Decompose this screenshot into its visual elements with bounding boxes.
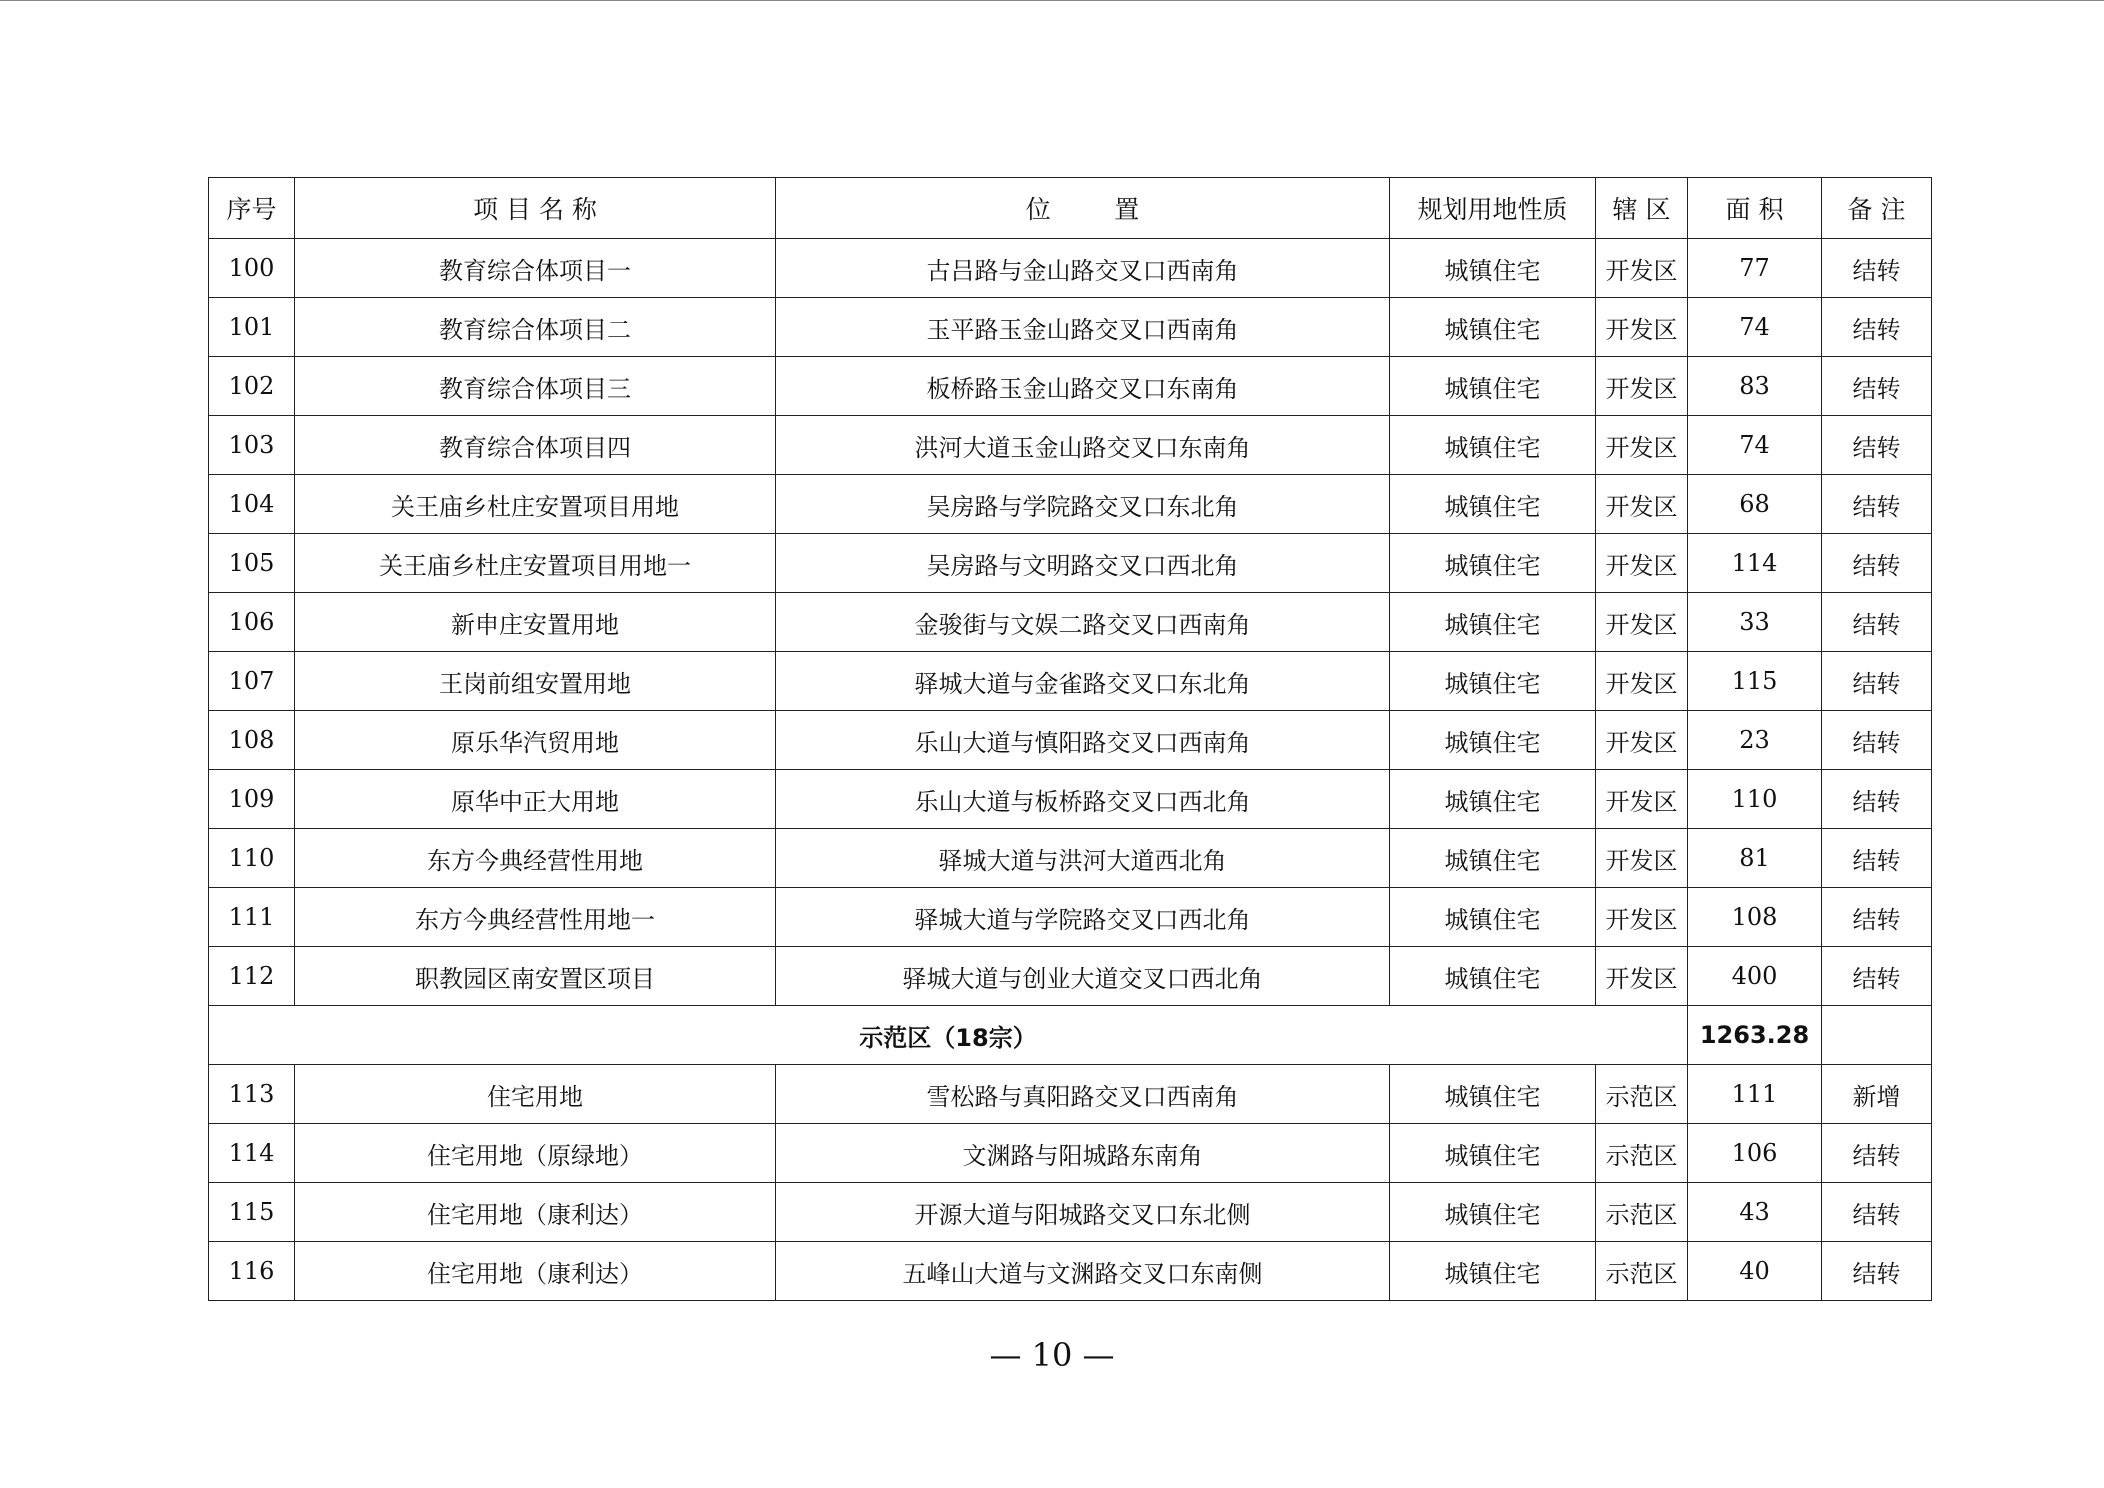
cell-remark: 结转 xyxy=(1822,475,1932,534)
cell-no: 103 xyxy=(209,416,295,475)
cell-remark: 结转 xyxy=(1822,888,1932,947)
cell-project-name: 东方今典经营性用地 xyxy=(295,829,776,888)
section-row xyxy=(209,1006,1932,1065)
cell-district: 示范区 xyxy=(1596,1124,1688,1183)
cell-land-use: 城镇住宅 xyxy=(1390,770,1596,829)
cell-location: 金骏街与文娱二路交叉口西南角 xyxy=(776,593,1390,652)
cell-no: 110 xyxy=(209,829,295,888)
cell-remark: 结转 xyxy=(1822,829,1932,888)
cell-location: 乐山大道与慎阳路交叉口西南角 xyxy=(776,711,1390,770)
cell-project-name: 住宅用地（原绿地） xyxy=(295,1124,776,1183)
cell-no: 113 xyxy=(209,1065,295,1124)
cell-project-name: 东方今典经营性用地一 xyxy=(295,888,776,947)
cell-area: 400 xyxy=(1688,947,1822,1006)
cell-land-use: 城镇住宅 xyxy=(1390,239,1596,298)
cell-project-name: 住宅用地（康利达） xyxy=(295,1183,776,1242)
cell-project-name: 教育综合体项目一 xyxy=(295,239,776,298)
cell-district: 开发区 xyxy=(1596,239,1688,298)
cell-district: 示范区 xyxy=(1596,1242,1688,1301)
cell-remark: 结转 xyxy=(1822,711,1932,770)
cell-no: 116 xyxy=(209,1242,295,1301)
table-row xyxy=(209,416,1932,475)
cell-district: 开发区 xyxy=(1596,593,1688,652)
cell-district: 开发区 xyxy=(1596,829,1688,888)
cell-remark: 结转 xyxy=(1822,1242,1932,1301)
cell-no: 104 xyxy=(209,475,295,534)
cell-district: 开发区 xyxy=(1596,534,1688,593)
cell-district: 开发区 xyxy=(1596,416,1688,475)
cell-area: 33 xyxy=(1688,593,1822,652)
cell-area: 68 xyxy=(1688,475,1822,534)
table-row xyxy=(209,357,1932,416)
table-row xyxy=(209,1124,1932,1183)
table-row xyxy=(209,593,1932,652)
cell-project-name: 教育综合体项目三 xyxy=(295,357,776,416)
cell-remark: 结转 xyxy=(1822,593,1932,652)
cell-area: 43 xyxy=(1688,1183,1822,1242)
cell-location: 洪河大道玉金山路交叉口东南角 xyxy=(776,416,1390,475)
cell-land-use: 城镇住宅 xyxy=(1390,1065,1596,1124)
cell-remark: 结转 xyxy=(1822,947,1932,1006)
cell-location: 开源大道与阳城路交叉口东北侧 xyxy=(776,1183,1390,1242)
cell-area: 77 xyxy=(1688,239,1822,298)
header-remark: 备 注 xyxy=(1822,178,1932,239)
cell-no: 105 xyxy=(209,534,295,593)
header-row xyxy=(209,178,1932,239)
table-row xyxy=(209,475,1932,534)
cell-no: 109 xyxy=(209,770,295,829)
cell-no: 100 xyxy=(209,239,295,298)
cell-land-use: 城镇住宅 xyxy=(1390,475,1596,534)
cell-remark: 结转 xyxy=(1822,770,1932,829)
cell-no: 112 xyxy=(209,947,295,1006)
cell-area: 40 xyxy=(1688,1242,1822,1301)
cell-land-use: 城镇住宅 xyxy=(1390,357,1596,416)
cell-district: 开发区 xyxy=(1596,357,1688,416)
cell-project-name: 住宅用地（康利达） xyxy=(295,1242,776,1301)
cell-land-use: 城镇住宅 xyxy=(1390,1242,1596,1301)
cell-remark: 结转 xyxy=(1822,652,1932,711)
cell-area: 83 xyxy=(1688,357,1822,416)
section-label: 示范区（18宗） xyxy=(209,1006,1688,1065)
cell-land-use: 城镇住宅 xyxy=(1390,947,1596,1006)
cell-project-name: 关王庙乡杜庄安置项目用地一 xyxy=(295,534,776,593)
cell-location: 玉平路玉金山路交叉口西南角 xyxy=(776,298,1390,357)
table-row xyxy=(209,534,1932,593)
header-area: 面 积 xyxy=(1688,178,1822,239)
table-body-kaifaqu xyxy=(209,239,1932,1006)
table-header xyxy=(209,178,1932,239)
cell-location: 驿城大道与金雀路交叉口东北角 xyxy=(776,652,1390,711)
cell-district: 开发区 xyxy=(1596,711,1688,770)
cell-land-use: 城镇住宅 xyxy=(1390,1124,1596,1183)
cell-district: 开发区 xyxy=(1596,770,1688,829)
cell-district: 示范区 xyxy=(1596,1183,1688,1242)
cell-location: 驿城大道与洪河大道西北角 xyxy=(776,829,1390,888)
table-row xyxy=(209,947,1932,1006)
cell-project-name: 职教园区南安置区项目 xyxy=(295,947,776,1006)
page-top-border xyxy=(0,0,2104,1)
table-body-shifanqu xyxy=(209,1065,1932,1301)
cell-location: 吴房路与学院路交叉口东北角 xyxy=(776,475,1390,534)
cell-remark: 结转 xyxy=(1822,357,1932,416)
cell-project-name: 王岗前组安置用地 xyxy=(295,652,776,711)
cell-area: 114 xyxy=(1688,534,1822,593)
cell-area: 111 xyxy=(1688,1065,1822,1124)
cell-land-use: 城镇住宅 xyxy=(1390,534,1596,593)
cell-no: 114 xyxy=(209,1124,295,1183)
header-location: 位 置 xyxy=(776,178,1390,239)
table-row xyxy=(209,711,1932,770)
cell-no: 106 xyxy=(209,593,295,652)
cell-no: 102 xyxy=(209,357,295,416)
cell-location: 驿城大道与学院路交叉口西北角 xyxy=(776,888,1390,947)
cell-land-use: 城镇住宅 xyxy=(1390,593,1596,652)
cell-land-use: 城镇住宅 xyxy=(1390,829,1596,888)
cell-no: 101 xyxy=(209,298,295,357)
cell-remark: 结转 xyxy=(1822,239,1932,298)
cell-no: 108 xyxy=(209,711,295,770)
table-row xyxy=(209,770,1932,829)
cell-district: 开发区 xyxy=(1596,652,1688,711)
header-district: 辖 区 xyxy=(1596,178,1688,239)
cell-remark: 结转 xyxy=(1822,1183,1932,1242)
header-no: 序号 xyxy=(209,178,295,239)
cell-area: 110 xyxy=(1688,770,1822,829)
cell-district: 开发区 xyxy=(1596,475,1688,534)
cell-project-name: 教育综合体项目二 xyxy=(295,298,776,357)
table-row xyxy=(209,1065,1932,1124)
cell-area: 74 xyxy=(1688,416,1822,475)
cell-land-use: 城镇住宅 xyxy=(1390,888,1596,947)
cell-area: 115 xyxy=(1688,652,1822,711)
cell-remark: 新增 xyxy=(1822,1065,1932,1124)
cell-location: 五峰山大道与文渊路交叉口东南侧 xyxy=(776,1242,1390,1301)
cell-district: 开发区 xyxy=(1596,298,1688,357)
cell-area: 106 xyxy=(1688,1124,1822,1183)
cell-project-name: 关王庙乡杜庄安置项目用地 xyxy=(295,475,776,534)
cell-remark: 结转 xyxy=(1822,298,1932,357)
cell-location: 板桥路玉金山路交叉口东南角 xyxy=(776,357,1390,416)
cell-remark: 结转 xyxy=(1822,1124,1932,1183)
cell-location: 吴房路与文明路交叉口西北角 xyxy=(776,534,1390,593)
cell-land-use: 城镇住宅 xyxy=(1390,298,1596,357)
cell-project-name: 原华中正大用地 xyxy=(295,770,776,829)
table-row xyxy=(209,1183,1932,1242)
land-plan-table xyxy=(208,177,1932,1301)
cell-district: 示范区 xyxy=(1596,1065,1688,1124)
cell-district: 开发区 xyxy=(1596,947,1688,1006)
header-project-name: 项 目 名 称 xyxy=(295,178,776,239)
cell-land-use: 城镇住宅 xyxy=(1390,652,1596,711)
table-row xyxy=(209,829,1932,888)
cell-no: 107 xyxy=(209,652,295,711)
cell-district: 开发区 xyxy=(1596,888,1688,947)
cell-remark: 结转 xyxy=(1822,416,1932,475)
cell-project-name: 原乐华汽贸用地 xyxy=(295,711,776,770)
cell-land-use: 城镇住宅 xyxy=(1390,711,1596,770)
cell-location: 古吕路与金山路交叉口西南角 xyxy=(776,239,1390,298)
cell-project-name: 住宅用地 xyxy=(295,1065,776,1124)
table-row xyxy=(209,888,1932,947)
cell-no: 111 xyxy=(209,888,295,947)
cell-location: 雪松路与真阳路交叉口西南角 xyxy=(776,1065,1390,1124)
cell-no: 115 xyxy=(209,1183,295,1242)
table-row xyxy=(209,1242,1932,1301)
cell-location: 文渊路与阳城路东南角 xyxy=(776,1124,1390,1183)
section-row-group xyxy=(209,1006,1932,1065)
header-land-use: 规划用地性质 xyxy=(1390,178,1596,239)
cell-area: 74 xyxy=(1688,298,1822,357)
cell-location: 乐山大道与板桥路交叉口西北角 xyxy=(776,770,1390,829)
section-area-total: 1263.28 xyxy=(1688,1006,1822,1065)
table-row xyxy=(209,652,1932,711)
table-row xyxy=(209,239,1932,298)
cell-area: 108 xyxy=(1688,888,1822,947)
section-remark xyxy=(1822,1006,1932,1065)
cell-area: 23 xyxy=(1688,711,1822,770)
cell-project-name: 教育综合体项目四 xyxy=(295,416,776,475)
page-number: — 10 — xyxy=(989,1336,1115,1374)
cell-project-name: 新申庄安置用地 xyxy=(295,593,776,652)
cell-location: 驿城大道与创业大道交叉口西北角 xyxy=(776,947,1390,1006)
cell-land-use: 城镇住宅 xyxy=(1390,1183,1596,1242)
cell-land-use: 城镇住宅 xyxy=(1390,416,1596,475)
cell-remark: 结转 xyxy=(1822,534,1932,593)
table-row xyxy=(209,298,1932,357)
cell-area: 81 xyxy=(1688,829,1822,888)
